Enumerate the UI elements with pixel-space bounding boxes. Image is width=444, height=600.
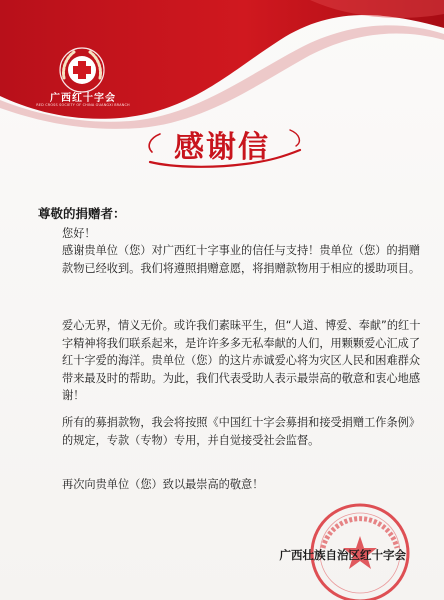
paragraph-supervision: 所有的募捐款物，我会将按照《中国红十字会募捐和接受捐赠工作条例》的规定，专款（专物）专用，并自觉接受社会监督。 — [62, 416, 421, 447]
paragraph-respect: 再次向贵单位（您）致以最崇高的敬意！ — [62, 478, 264, 491]
paragraph-thanks: 感谢贵单位（您）对广西红十字事业的信任与支持！贵单位（您）的捐赠款物已经收到。我们将遵照捐赠意愿，将捐赠款物用于相应的援助项目。 — [62, 244, 421, 275]
title-block — [0, 116, 444, 176]
greeting: 您好！ — [62, 227, 96, 240]
org-name: 广西红十字会 — [50, 93, 116, 104]
signature: 广西壮族自治区红十字会 — [279, 548, 406, 562]
letter-title: 感谢信 — [174, 130, 270, 165]
salutation: 尊敬的捐赠者： — [38, 206, 126, 221]
org-english-name: RED CROSS SOCIETY OF CHINA GUANGXI BRANCH — [36, 103, 130, 107]
paragraph-love: 爱心无界，情义无价。或许我们素昧平生，但“人道、博爱、奉献”的红十字精神将我们联系起来，是许许多多无私奉献的人们，用颗颗爱心汇成了红十字爱的海洋。贵单位（您）的这片赤诚爱心将为灾区人民和困难群众带来最及时的帮助。为此，我们代表受助人表示最崇高的敬意和衷心地感谢！ — [62, 319, 421, 402]
